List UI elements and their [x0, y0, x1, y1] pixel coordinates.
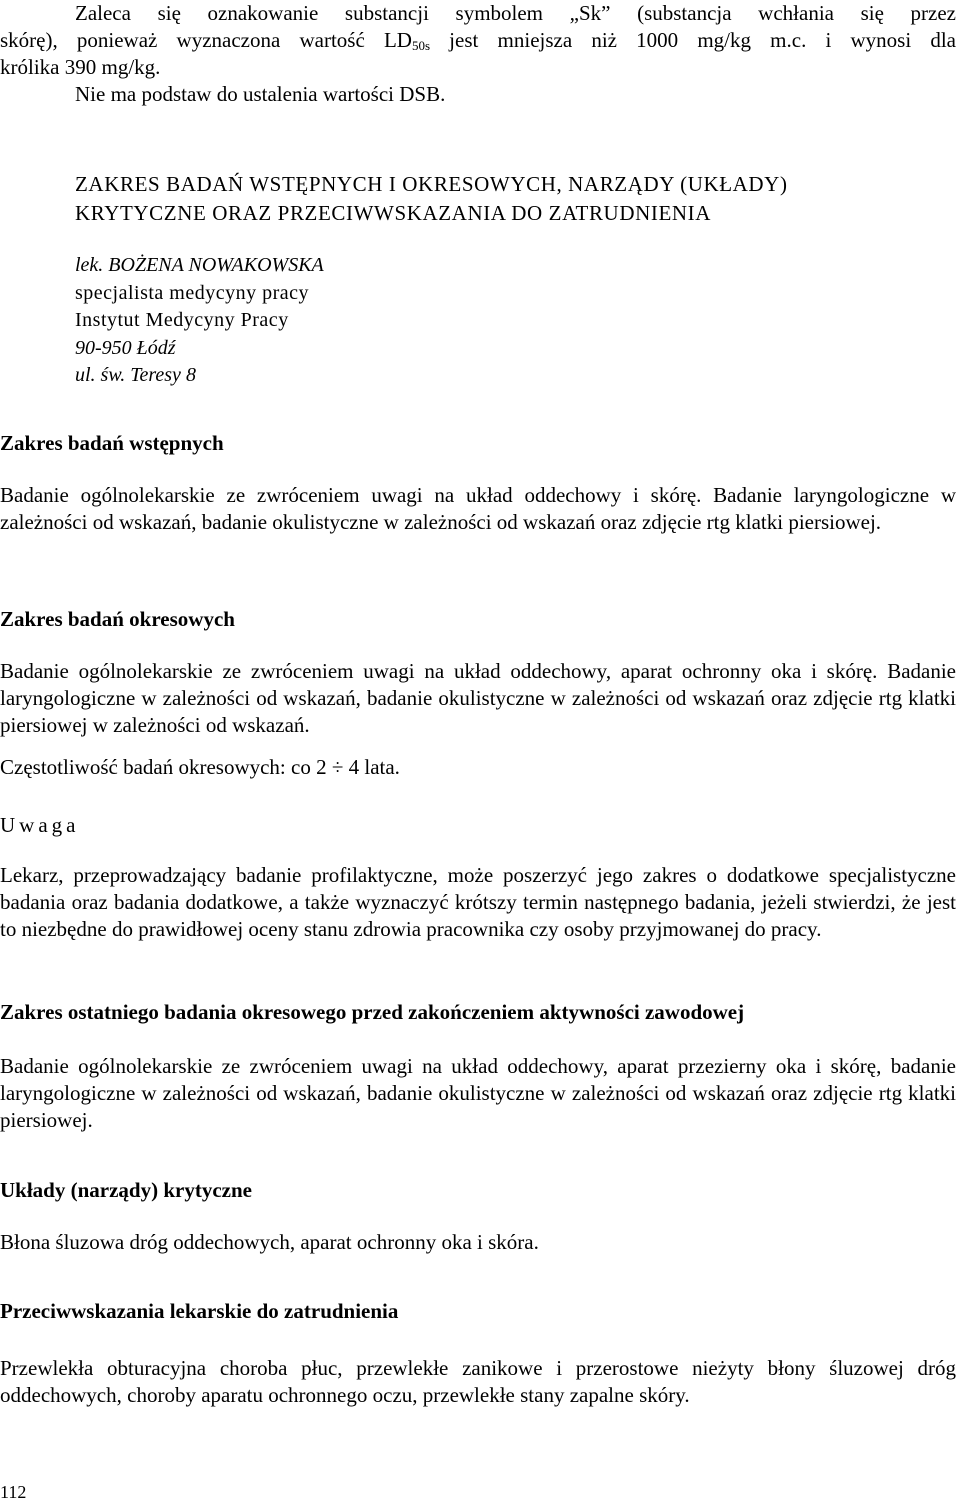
intro-paragraph [0, 0, 956, 108]
section-title-line-2: KRYTYCZNE ORAZ PRZECIWWSKAZANIA DO ZATRUDNIENIA [75, 201, 711, 225]
final-exam-section [0, 999, 956, 1134]
note-section [0, 812, 956, 943]
final-exam-heading: Zakres ostatniego badania okresowego przed zakończeniem aktywności zawodowej [0, 1000, 745, 1024]
initial-exams-heading: Zakres badań wstępnych [0, 431, 224, 455]
critical-organs-heading: Układy (narządy) krytyczne [0, 1178, 252, 1202]
author-institute: Instytut Medycyny Pracy [75, 309, 289, 331]
intro-line-2: skórę), ponieważ wyznaczona wartość $LD_{50s}$ jest mniejsza niż 1000 mg/kg m.c. i wynosi dla [0, 28, 956, 53]
periodic-exams-heading: Zakres badań okresowych [0, 607, 235, 631]
intro-line-1: Zaleca się oznakowanie substancji symbolem „Sk” (substancja wchłania się przez [75, 1, 956, 25]
contraindications-heading: Przeciwwskazania lekarskie do zatrudnienia [0, 1299, 399, 1323]
note-label: Uwaga [0, 813, 80, 837]
note-body: Lekarz, przeprowadzający badanie profilaktyczne, może poszerzyć jego zakres o dodatkowe specjalistyczne badania oraz badania dodatkowe, a także wyznaczyć krótszy termin następnego badania, jeżeli stwierdzi, że jest to niezbędne do prawidłowej oceny stanu zdrowia pracownika czy osoby przyjmowanej do pracy. [0, 863, 956, 941]
author-block [75, 252, 324, 390]
intro-dsb-note: Nie ma podstaw do ustalenia wartości DSB. [75, 82, 446, 106]
intro-line-3: królika 390 mg/kg. [0, 55, 161, 79]
author-name: lek. BOŻENA NOWAKOWSKA [75, 254, 324, 276]
critical-organs-body: Błona śluzowa dróg oddechowych, aparat ochronny oka i skóra. [0, 1230, 539, 1254]
initial-exams-section [0, 430, 956, 536]
page-number: 112 [0, 1482, 27, 1502]
contraindications-body: Przewlekła obturacyjna choroba płuc, przewlekłe zanikowe i przerostowe nieżyty błony śluzowej dróg oddechowych, choroby aparatu ochronnego oczu, przewlekłe stany zapalne skóry. [0, 1356, 956, 1407]
periodic-exams-body: Badanie ogólnolekarskie ze zwróceniem uwagi na układ oddechowy, aparat ochronny oka i skórę. Badanie laryngologiczne w zależności od wskazań, badanie okulistyczne w zależności od wskazań oraz zdjęcie rtg klatki piersiowej w zależności od wskazań. [0, 659, 956, 737]
author-postal: 90-950 Łódź [75, 336, 176, 359]
periodic-exams-frequency: Częstotliwość badań okresowych: co 2 ÷ 4 lata. [0, 755, 400, 779]
author-title: specjalista medycyny pracy [75, 281, 310, 304]
initial-exams-body: Badanie ogólnolekarskie ze zwróceniem uwagi na układ oddechowy i skórę. Badanie laryngologiczne w zależności od wskazań, badanie okulistyczne w zależności od wskazań oraz zdjęcie rtg klatki piersiowej. [0, 483, 956, 534]
contraindications-section [0, 1298, 956, 1409]
author-street: ul. św. Teresy 8 [75, 364, 196, 386]
section-title [75, 170, 955, 228]
section-title-line-1: ZAKRES BADAŃ WSTĘPNYCH I OKRESOWYCH, NARZĄDY (UKŁADY) [75, 172, 788, 196]
periodic-exams-section [0, 606, 956, 781]
critical-organs-section [0, 1177, 956, 1256]
final-exam-body: Badanie ogólnolekarskie ze zwróceniem uwagi na układ oddechowy, aparat przezierny oka i skórę, badanie laryngologiczne w zależności od wskazań, badanie okulistyczne w zależności od wskazań oraz zdjęcie rtg klatki piersiowej. [0, 1054, 956, 1132]
